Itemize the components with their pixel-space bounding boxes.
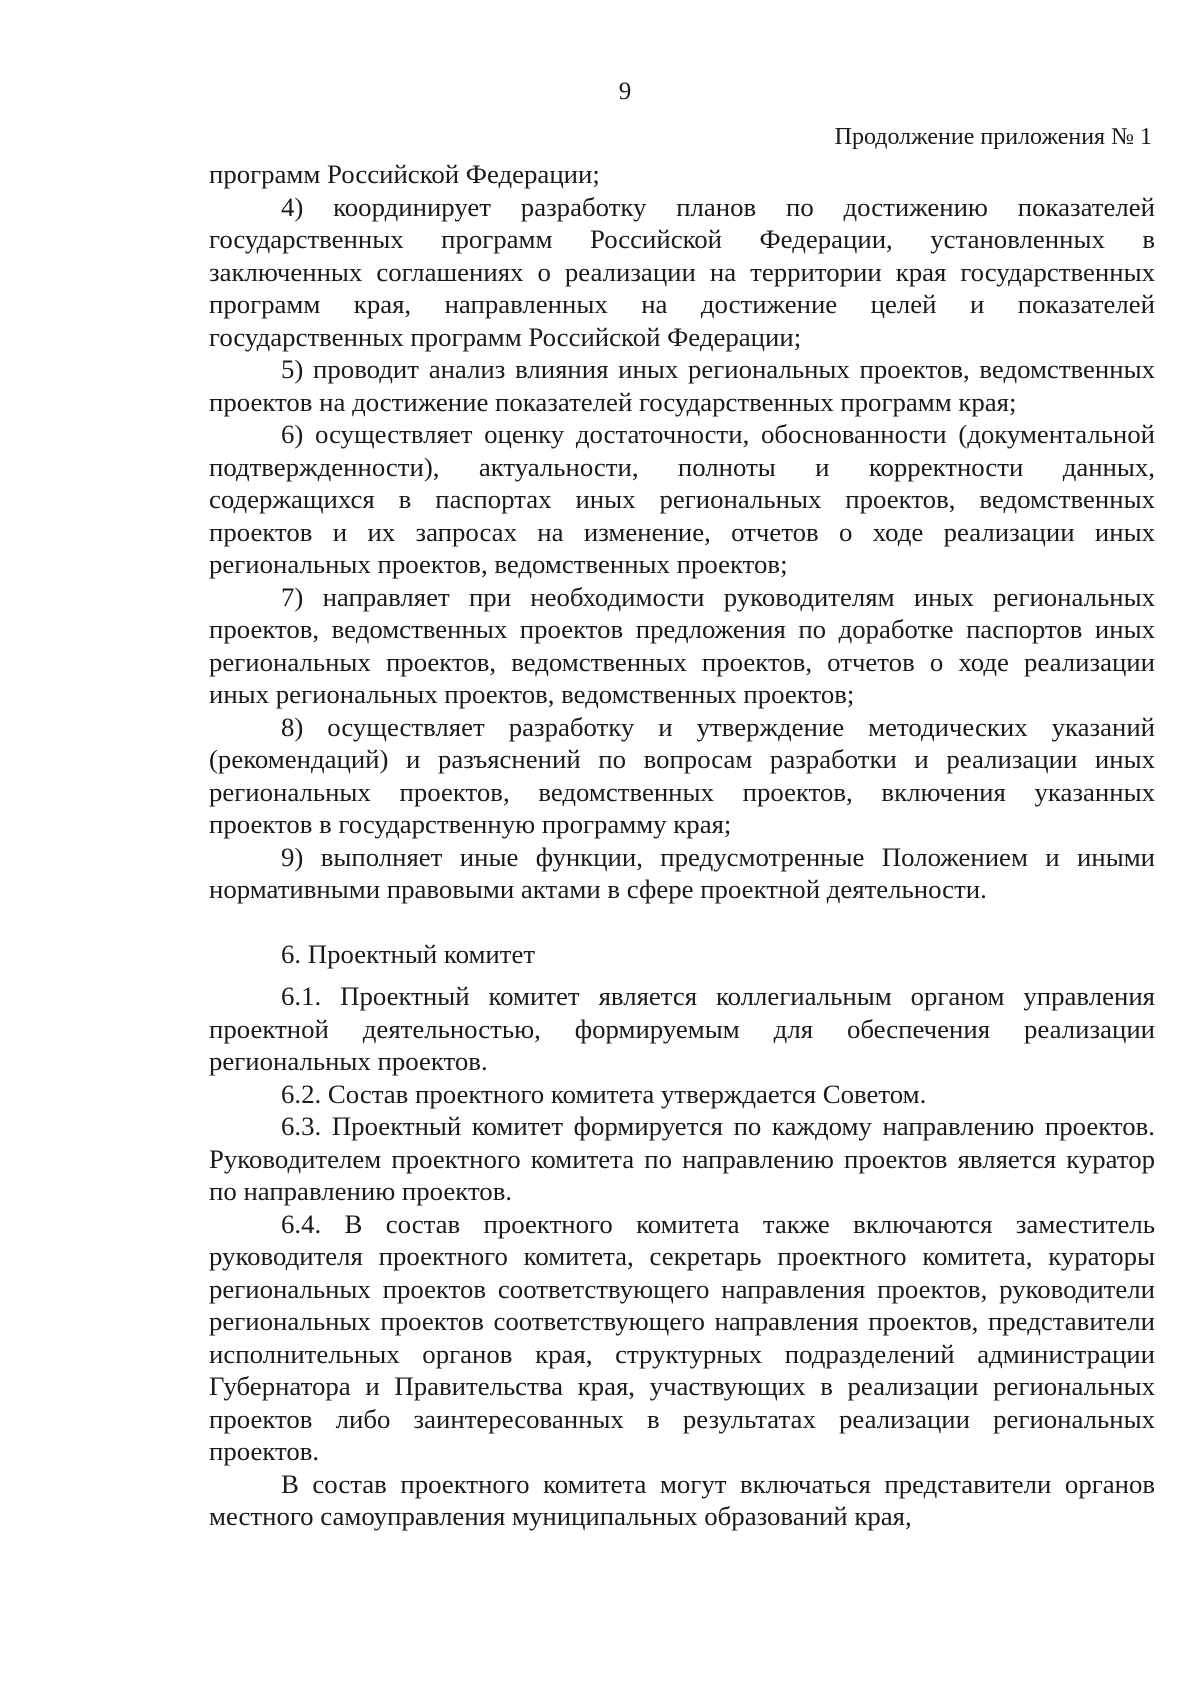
paragraph-item-5: 5) проводит анализ влияния иных региональных проектов, ведомственных проектов на достижение показателей государственных программ края; <box>209 354 1155 417</box>
paragraph-item-9: 9) выполняет иные функции, предусмотренные Положением и иными нормативными правовыми актами в сфере проектной деятельности. <box>209 841 1155 904</box>
paragraph-6-3: 6.3. Проектный комитет формируется по каждому направлению проектов. Руководителем проектного комитета по направлению проектов является куратор по направлению проектов. <box>209 1111 1155 1206</box>
paragraph-continuation: программ Российской Федерации; <box>209 159 600 189</box>
paragraph-6-1: 6.1. Проектный комитет является коллегиальным органом управления проектной деятельностью, формируемым для обеспечения реализации региональных проектов. <box>209 981 1155 1076</box>
document-body <box>209 158 1155 1533</box>
section-heading: 6. Проектный комитет <box>281 938 536 969</box>
appendix-label: Продолжение приложения № 1 <box>834 124 1152 150</box>
paragraph-item-6: 6) осуществляет оценку достаточности, обоснованности (документальной подтвержденности), актуальности, полноты и корректности данных, содержащихся в паспортах иных региональных проектов, ведомственных проектов и их запросах на изменение, отчетов о ходе реализации иных региональных проектов, ведомственных проектов; <box>209 419 1155 579</box>
paragraph-item-4: 4) координирует разработку планов по достижению показателей государственных программ Российской Федерации, установленных в заключенных соглашениях о реализации на территории края государственных программ края, направленных на достижение целей и показателей государственных программ Российской Федерации; <box>209 191 1155 352</box>
paragraph-item-7: 7) направляет при необходимости руководителям иных региональных проектов, ведомственных проектов предложения по доработке паспортов иных региональных проектов, ведомственных проектов, отчетов о ходе реализации иных региональных проектов, ведомственных проектов; <box>209 581 1155 709</box>
paragraph-6-2: 6.2. Состав проектного комитета утверждается Советом. <box>281 1078 927 1109</box>
paragraph-6-4-continued: В состав проектного комитета могут включаться представители органов местного самоуправления муниципальных образований края, <box>209 1468 1155 1531</box>
paragraph-item-8: 8) осуществляет разработку и утверждение методических указаний (рекомендаций) и разъяснений по вопросам разработки и реализации иных региональных проектов, ведомственных проектов, включения указанных проектов в государственную программу края; <box>209 711 1155 839</box>
paragraph-6-4: 6.4. В состав проектного комитета также включаются заместитель руководителя проектного комитета, секретарь проектного комитета, кураторы региональных проектов соответствующего направления проектов, руководители региональных проектов соответствующего направления проектов, представители исполнительных органов края, структурных подразделений администрации Губернатора и Правительства края, участвующих в реализации региональных проектов либо заинтересованных в результатах реализации региональных проектов. <box>209 1208 1155 1466</box>
page-number: 9 <box>618 78 632 105</box>
